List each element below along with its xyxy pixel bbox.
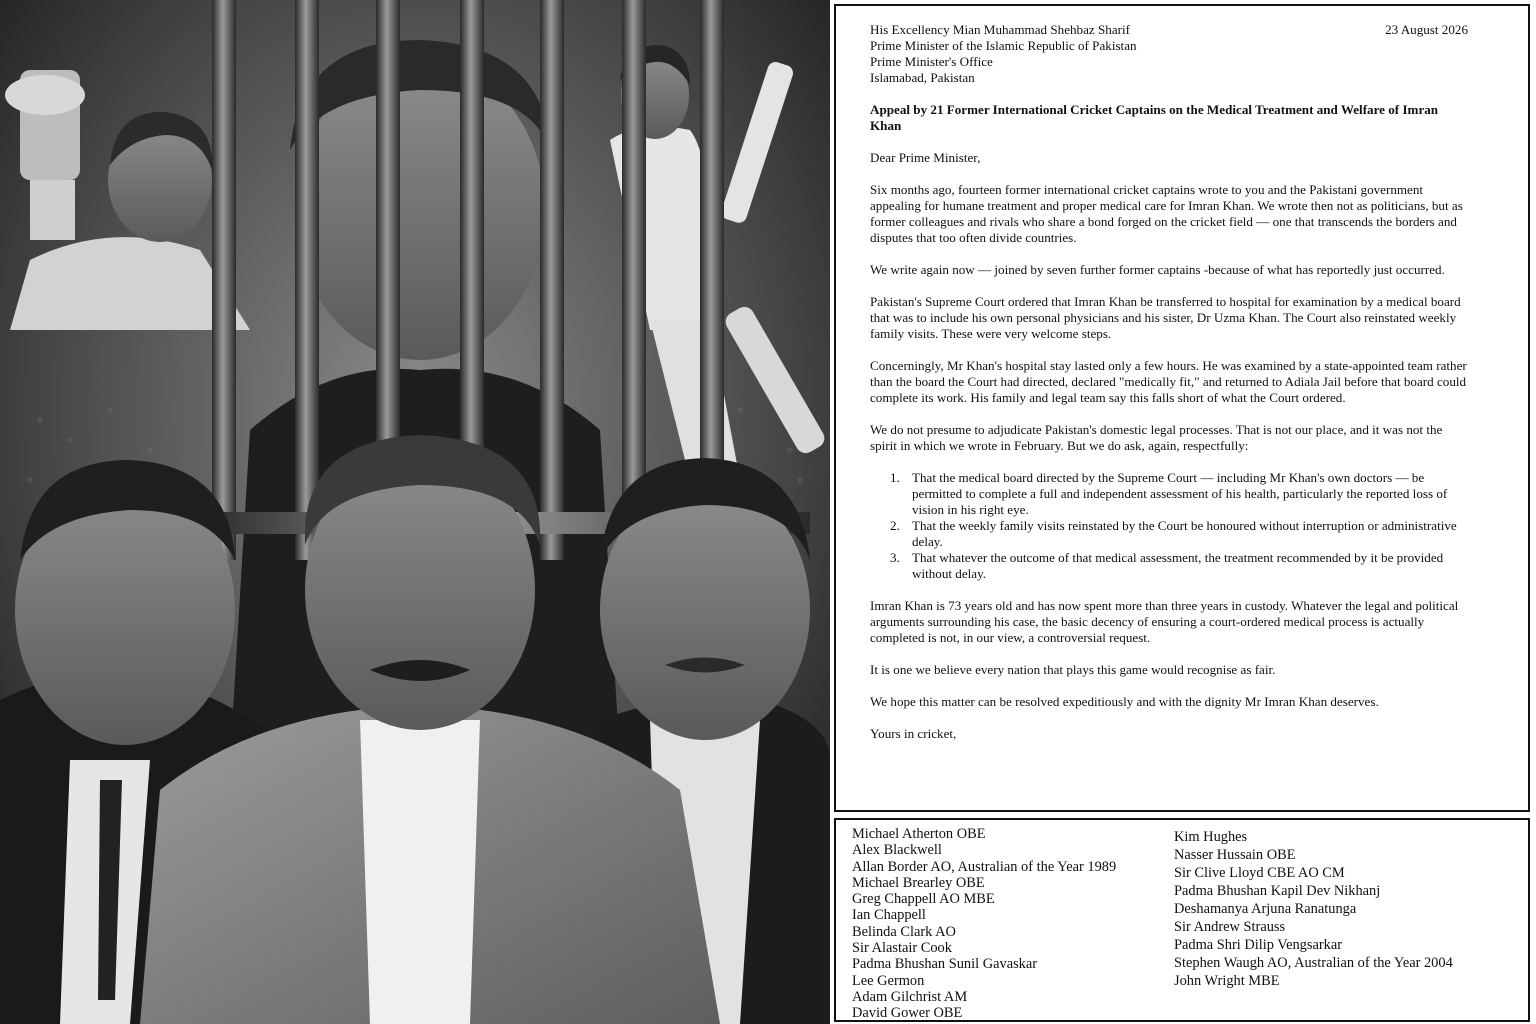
paragraph: We hope this matter can be resolved expeditiously and with the dignity Mr Imran Khan deserves. bbox=[870, 694, 1379, 709]
signatory-name: Lee Germon bbox=[852, 972, 925, 989]
signoff: Yours in cricket, bbox=[870, 726, 957, 741]
signatory-name: Michael Brearley OBE bbox=[852, 874, 985, 891]
signatory-name: Ian Chappell bbox=[852, 907, 926, 924]
salutation: Dear Prime Minister, bbox=[870, 150, 981, 165]
signatory-name: John Wright MBE bbox=[1174, 973, 1280, 989]
signatory-name: Deshamanya Arjuna Ranatunga bbox=[1174, 901, 1357, 917]
paragraph: We do not presume to adjudicate Pakistan's domestic legal processes. That is not our place, and it was not the spirit in which we wrote in February. But we do ask, again, respectfully: bbox=[870, 422, 1443, 453]
signatory-name: Allan Border AO, Australian of the Year 1989 bbox=[852, 858, 1117, 875]
letter-panel bbox=[834, 4, 1530, 812]
paragraph: Concerningly, Mr Khan's hospital stay lasted only a few hours. He was examined by a state-appointed team rather than the board the Court had directed, declared "medically fit," and returned to Adiala Jail before that board could complete its work. His family and legal team say this falls short of what the Court ordered. bbox=[870, 358, 1467, 405]
paragraph: Imran Khan is 73 years old and has now spent more than three years in custody. Whatever the legal and political arguments surrounding his case, the basic decency of ensuring a court-ordered medical process is actually completed is not, in our view, a controversial request. bbox=[870, 598, 1459, 645]
signatories-column-2 bbox=[1174, 828, 1453, 990]
signatory-name: Alex Blackwell bbox=[852, 842, 942, 859]
request-number: 1. bbox=[890, 470, 900, 485]
request-item bbox=[870, 518, 1470, 550]
addressee-line: Prime Minister of the Islamic Republic of Pakistan bbox=[870, 38, 1137, 53]
signatories-panel bbox=[834, 818, 1530, 1022]
letter-subject: Appeal by 21 Former International Cricket Captains on the Medical Treatment and Welfare of Imran Khan bbox=[870, 102, 1439, 133]
addressee-block bbox=[870, 22, 1470, 86]
addressee-line: His Excellency Mian Muhammad Shehbaz Sharif bbox=[870, 22, 1130, 37]
signatory-name: Michael Atherton OBE bbox=[852, 826, 986, 842]
paragraph: It is one we believe every nation that plays this game would recognise as fair. bbox=[870, 662, 1276, 677]
signatory-name: Padma Bhushan Kapil Dev Nikhanj bbox=[1174, 883, 1381, 899]
signatory-name: Greg Chappell AO MBE bbox=[852, 891, 995, 908]
addressee-line: Islamabad, Pakistan bbox=[870, 70, 975, 85]
signatories-column-1 bbox=[852, 826, 1116, 1022]
addressee-line: Prime Minister's Office bbox=[870, 54, 993, 69]
request-number: 3. bbox=[890, 550, 900, 565]
request-number: 2. bbox=[890, 518, 900, 533]
letter-date: 23 August 2026 bbox=[1385, 22, 1468, 37]
signatory-name: Padma Shri Dilip Vengsarkar bbox=[1174, 937, 1342, 953]
request-item bbox=[870, 470, 1470, 518]
signatory-name: Kim Hughes bbox=[1174, 829, 1248, 845]
request-text: That the medical board directed by the Supreme Court — including Mr Khan's own doctors — be permitted to complete a full and independent assessment of his health, particularly the reported loss of vision in his right eye. bbox=[912, 470, 1448, 517]
signatory-name: Padma Bhushan Sunil Gavaskar bbox=[852, 956, 1038, 973]
request-list bbox=[870, 470, 1470, 582]
paragraph: Pakistan's Supreme Court ordered that Imran Khan be transferred to hospital for examination by a medical board that was to include his own personal physicians and his sister, Dr Uzma Khan. The Court also reinstated weekly family visits. These were very welcome steps. bbox=[870, 294, 1461, 341]
request-text: That whatever the outcome of that medical assessment, the treatment recommended by it be provided without delay. bbox=[912, 550, 1444, 581]
signatory-name: Adam Gilchrist AM bbox=[852, 988, 968, 1005]
paragraph: We write again now — joined by seven further former captains -because of what has reportedly just occurred. bbox=[870, 262, 1445, 277]
signatory-name: Nasser Hussain OBE bbox=[1174, 847, 1296, 863]
signatory-name: Sir Clive Lloyd CBE AO CM bbox=[1174, 865, 1345, 881]
signatory-name: David Gower OBE bbox=[852, 1005, 963, 1022]
request-text: That the weekly family visits reinstated by the Court be honoured without interruption or administrative delay. bbox=[912, 518, 1457, 549]
letter-body bbox=[870, 22, 1470, 742]
signatory-name: Belinda Clark AO bbox=[852, 923, 956, 940]
signatory-name: Sir Alastair Cook bbox=[852, 940, 952, 957]
signatory-name: Sir Andrew Strauss bbox=[1174, 919, 1286, 935]
request-item bbox=[870, 550, 1470, 582]
paragraph: Six months ago, fourteen former international cricket captains wrote to you and the Pakistani government appealing for humane treatment and proper medical care for Imran Khan. We wrote then not as politicians, but as former colleagues and rivals who share a bond forged on the cricket field — one that transcends the borders and disputes that too often divide countries. bbox=[870, 182, 1463, 245]
signatory-name: Stephen Waugh AO, Australian of the Year 2004 bbox=[1174, 955, 1453, 971]
